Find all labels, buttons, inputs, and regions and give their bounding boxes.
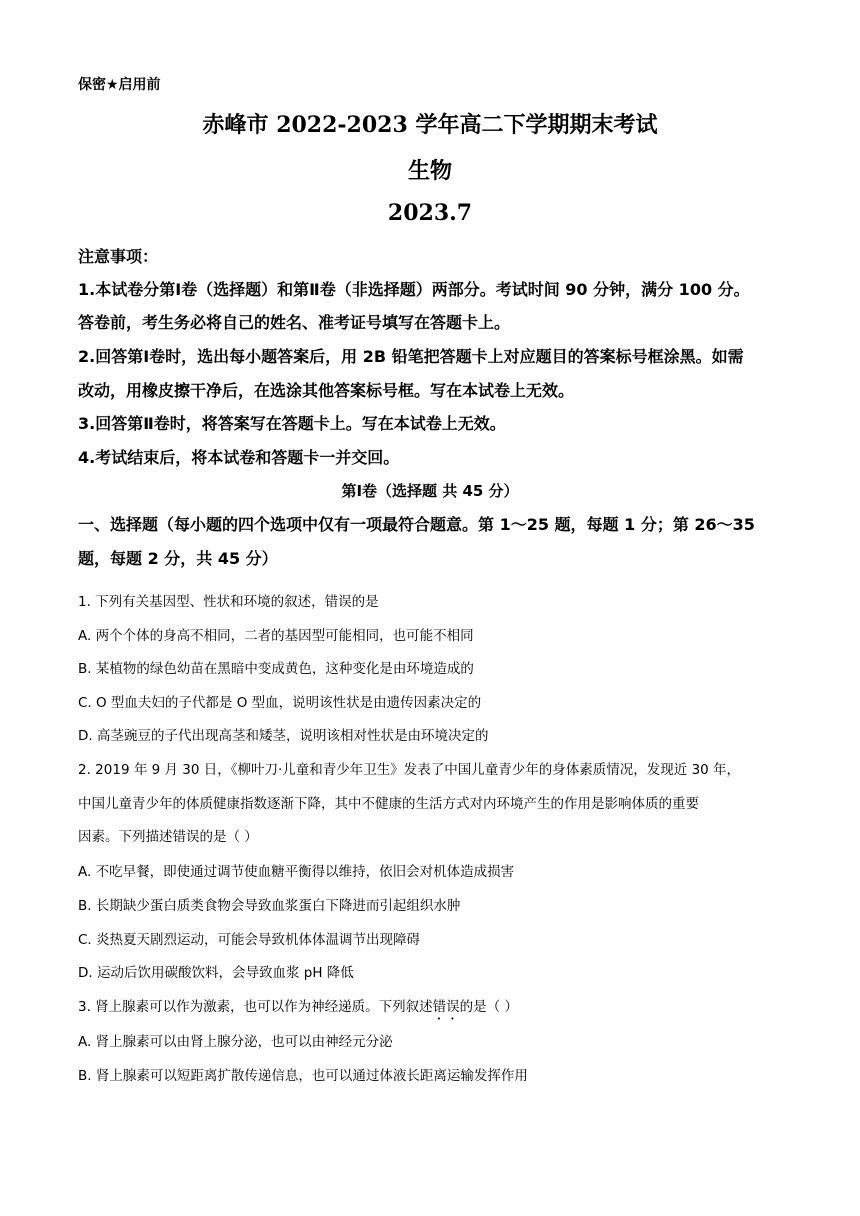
question-1-option-d: D. 高茎豌豆的子代出现高茎和矮茎，说明该相对性状是由环境决定的 [78,728,489,744]
question-2-option-a: A. 不吃早餐，即使通过调节使血糖平衡得以维持，依旧会对机体造成损害 [78,864,515,880]
emphasized-word: 错误 [432,999,460,1015]
section-instruction: 题，每题 2 分，共 45 分） [78,549,278,568]
question-2-option-b: B. 长期缺少蛋白质类食物会导致血浆蛋白下降进而引起组织水肿 [78,898,461,914]
question-1-stem: 1. 下列有关基因型、性状和环境的叙述，错误的是 [78,594,379,610]
question-2-option-c: C. 炎热夏天剧烈运动，可能会导致机体体温调节出现障碍 [78,932,421,948]
section-title: 第Ⅰ卷（选择题 共 45 分） [341,482,519,500]
exam-title: 赤峰市 2022-2023 学年高二下学期期末考试 [202,112,658,138]
note-line: 4.考试结束后，将本试卷和答题卡一并交回。 [78,448,400,467]
question-2-stem: 中国儿童青少年的体质健康指数逐渐下降，其中不健康的生活方式对内环境产生的作用是影响体质的重要 [78,796,699,812]
question-1-option-a: A. 两个个体的身高不相同，二者的基因型可能相同，也可能不相同 [78,628,474,644]
notes-heading: 注意事项： [78,247,159,266]
note-line: 1.本试卷分第Ⅰ卷（选择题）和第Ⅱ卷（非选择题）两部分。考试时间 90 分钟，满分 100 分。 [78,280,750,299]
question-1-option-b: B. 某植物的绿色幼苗在黑暗中变成黄色，这种变化是由环境造成的 [78,661,474,677]
question-3-option-b: B. 肾上腺素可以短距离扩散传递信息，也可以通过体液长距离运输发挥作用 [78,1068,528,1084]
section-instruction: 一、选择题（每小题的四个选项中仅有一项最符合题意。第 1～25 题，每题 1 分；第 26～35 [78,515,755,534]
note-line: 答卷前，考生务必将自己的姓名、准考证号填写在答题卡上。 [78,313,511,332]
confidential-mark: 保密★启用前 [78,77,161,93]
note-line: 3.回答第Ⅱ卷时，将答案写在答题卡上。写在本试卷上无效。 [78,414,506,433]
exam-date: 2023.7 [387,200,473,226]
question-3-stem-text: 3. 肾上腺素可以作为激素，也可以作为神经递质。下列叙述 [78,999,433,1015]
note-line: 2.回答第Ⅰ卷时，选出每小题答案后，用 2B 铅笔把答题卡上对应题目的答案标号框涂黑。如需 [78,347,744,366]
subject-title: 生物 [407,158,452,184]
question-3-stem-tail: 的是（ ） [459,999,518,1015]
question-2-stem: 因素。下列描述错误的是（ ） [78,829,258,845]
note-line: 改动，用橡皮擦干净后，在选涂其他答案标号框。写在本试卷上无效。 [78,381,575,400]
question-3-option-a: A. 肾上腺素可以由肾上腺分泌，也可以由神经元分泌 [78,1034,393,1050]
question-1-option-c: C. O 型血夫妇的子代都是 O 型血，说明该性状是由遗传因素决定的 [78,695,482,711]
question-3-stem [78,995,518,1023]
question-2-option-d: D. 运动后饮用碳酸饮料，会导致血浆 pH 降低 [78,965,354,981]
question-2-stem: 2. 2019 年 9 月 30 日，《柳叶刀·儿童和青少年卫生》发表了中国儿童青少年的身体素质情况，发现近 30 年， [78,762,741,778]
